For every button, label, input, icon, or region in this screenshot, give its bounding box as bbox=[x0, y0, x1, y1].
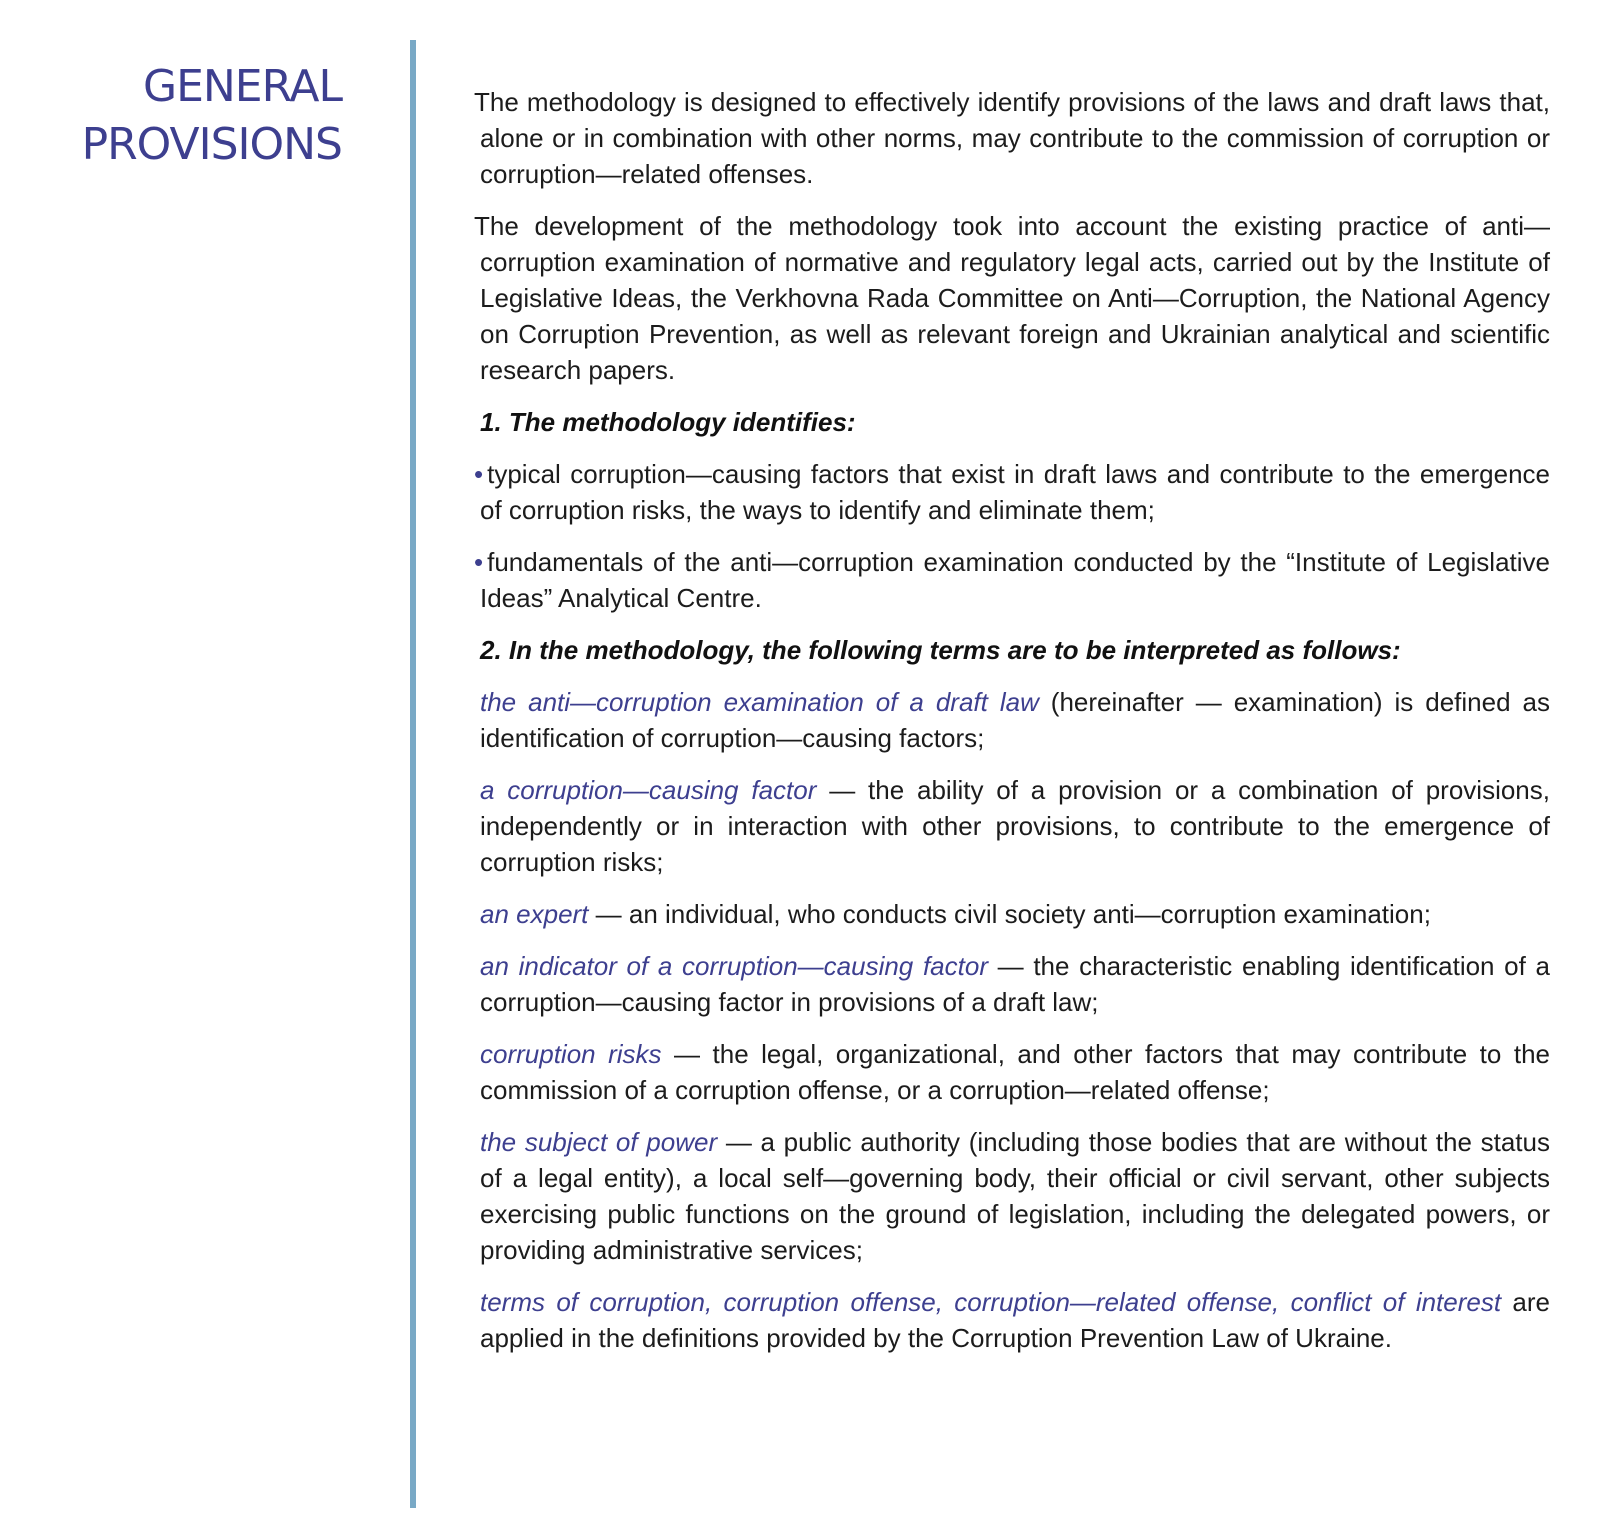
definition-term: an expert bbox=[480, 899, 589, 929]
vertical-divider bbox=[410, 40, 416, 1508]
section-2-heading: 2. In the methodology, the following terms are to be interpreted as follows: bbox=[480, 635, 1401, 665]
definition-text: — the ability of a provision or a combination of provisions, independently or in interaction with other provisions, to contribute to the emergence of corruption risks; bbox=[480, 775, 1550, 877]
definition-text: — an individual, who conducts civil society anti—corruption examination; bbox=[588, 899, 1431, 929]
list-item bbox=[474, 456, 1550, 528]
definition-text: (hereinafter — examination) is defined as identification of corruption—causing factors; bbox=[480, 687, 1550, 753]
definition-term: the subject of power bbox=[480, 1127, 718, 1157]
definition-term: an indicator of a corruption—causing factor bbox=[480, 951, 988, 981]
intro-paragraph-1: The methodology is designed to effectively identify provisions of the laws and draft laws that, alone or in combination with other norms, may contribute to the commission of corruption or corruption—related offenses. bbox=[474, 87, 1550, 189]
definition-text: — a public authority (including those bodies that are without the status of a legal entity), a local self—governing body, their official or civil servant, other subjects exercising public functions on the ground of legislation, including the delegated powers, or providing administrative services; bbox=[480, 1127, 1550, 1265]
intro-paragraph-2: The development of the methodology took into account the existing practice of anti—corruption examination of normative and regulatory legal acts, carried out by the Institute of Legislative Ideas, the Verkhovna Rada Committee on Anti—Corruption, the National Agency on Corruption Prevention, as well as relevant foreign and Ukrainian analytical and scientific research papers. bbox=[474, 211, 1550, 385]
page-title-line2: PROVISIONS bbox=[81, 119, 342, 170]
section-1-heading: 1. The methodology identifies: bbox=[480, 407, 856, 437]
definition-text: are applied in the definitions provided by the Corruption Prevention Law of Ukraine. bbox=[480, 1287, 1550, 1353]
page-title-line1: GENERAL bbox=[142, 61, 342, 112]
definition-item bbox=[480, 684, 1550, 756]
definition-item bbox=[480, 1124, 1550, 1268]
definition-term: terms of corruption, corruption offense, corruption—related offense, conflict of interest bbox=[480, 1287, 1502, 1317]
definition-term: a corruption—causing factor bbox=[480, 775, 817, 805]
definition-item bbox=[480, 772, 1550, 880]
list-item-text: typical corruption—causing factors that exist in draft laws and contribute to the emergence of corruption risks, the ways to identify and eliminate them; bbox=[480, 459, 1550, 525]
definition-item bbox=[480, 896, 1550, 932]
bullet-icon: • bbox=[474, 459, 484, 489]
definition-term: corruption risks bbox=[480, 1039, 662, 1069]
definition-item bbox=[480, 1284, 1550, 1356]
bullet-icon: • bbox=[474, 547, 484, 577]
definition-term: the anti—corruption examination of a draft law bbox=[480, 687, 1039, 717]
definition-item bbox=[480, 1036, 1550, 1108]
main-content bbox=[474, 84, 1551, 1372]
list-item-text: fundamentals of the anti—corruption examination conducted by the “Institute of Legislative Ideas” Analytical Centre. bbox=[480, 547, 1550, 613]
definition-text: — the characteristic enabling identification of a corruption—causing factor in provisions of a draft law; bbox=[480, 951, 1551, 1017]
definition-text: — the legal, organizational, and other factors that may contribute to the commission of a corruption offense, or a corruption—related offense; bbox=[480, 1039, 1550, 1105]
page-title bbox=[40, 58, 342, 174]
list-item bbox=[474, 544, 1550, 616]
definition-item bbox=[480, 948, 1550, 1020]
